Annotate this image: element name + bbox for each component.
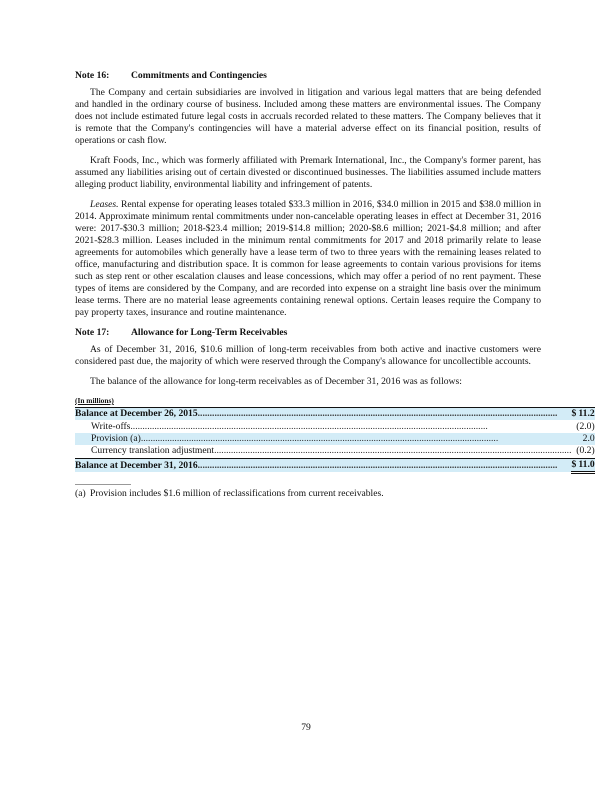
note16-paragraph-2: Kraft Foods, Inc., which was formerly affiliated with Premark International, Inc., the Company's former parent, has assumed any liabilities arising out of certain divested or discontinued businesses. The liabilities assumed include matters alleging product liability, environmental liability and infringement of patents.	[75, 155, 541, 190]
row-value: 11.0	[576, 458, 594, 472]
note16-number: Note 16:	[75, 70, 110, 81]
footnote-divider	[75, 484, 131, 485]
document-page	[75, 70, 595, 500]
note17-title: Allowance for Long-Term Receivables	[131, 327, 288, 338]
footnote-text: Provision includes $1.6 million of reclassifications from current receivables.	[90, 487, 384, 499]
note17-paragraph-1: As of December 31, 2016, $10.6 million of long-term receivables from both active and inactive customers were considered past due, the majority of which were reserved through the Company's allowance for uncollectible accounts.	[75, 344, 541, 367]
leases-subheading: Leases.	[90, 199, 119, 210]
note17-paragraph-2: The balance of the allowance for long-term receivables as of December 31, 2016 was as follows:	[90, 376, 462, 387]
note17-number: Note 17:	[75, 327, 110, 338]
footnote-mark: (a)	[75, 487, 86, 499]
row-value: 2.0	[576, 433, 594, 445]
row-label: Balance at December 31, 2016......................................................................................................................................................	[75, 458, 571, 472]
note17-heading	[75, 327, 541, 339]
row-dollar: $	[571, 408, 577, 420]
row-value: (0.2)	[576, 445, 595, 457]
table-row	[75, 408, 595, 421]
footnote	[75, 488, 541, 500]
note16-paragraph-leases	[75, 199, 541, 319]
row-label: Write-offs.....................................................................................................................................................	[91, 420, 488, 432]
table-row	[75, 445, 595, 458]
table-row	[75, 420, 595, 432]
leases-text: Rental expense for operating leases totaled $33.3 million in 2016, $34.0 million in 2015 and $38.0 million in 2014. Approximate minimum rental commitments under non-cancelable operating leases in effect at December 31, 2016 were: 2017-$30.3 million; 2018-$23.4 million; 2019-$14.8 million; 2020-$8.6 million; 2021-$4.8 million; and after 2021-$28.3 million. Leases included in the minimum rental commitments for 2017 and 2018 primarily relate to lease agreements for automobiles which generally have a lease term of two to three years with the remaining leases related to office, manufacturing and distribution space. It is common for lease agreements to contain various provisions for items such as step rent or other escalation clauses and lease concessions, which may offer a period of no rent payment. These types of items are considered by the Company, and are recorded into expense on a straight line basis over the minimum lease terms. There are no material lease agreements containing renewal options. Certain leases require the Company to pay property taxes, insurance and routine maintenance.	[75, 199, 541, 318]
row-value: (2.0)	[576, 420, 595, 432]
table-row	[75, 433, 595, 445]
note16-heading	[75, 70, 541, 82]
page-number: 79	[301, 722, 311, 733]
note16-paragraph-1: The Company and certain subsidiaries are involved in litigation and various legal matters that are being defended and handled in the ordinary course of business. Included among these matters are environmental issues. The Company does not include estimated future legal costs in accruals recorded related to these matters. The Company believes that it is remote that the Company's contingencies will have a material adverse effect on its financial position, results of operations or cash flow.	[75, 87, 541, 146]
note16-title: Commitments and Contingencies	[131, 70, 267, 81]
row-label: Currency translation adjustment.....................................................................................................................................................	[91, 445, 572, 457]
row-label: Provision (a).....................................................................................................................................................	[75, 433, 571, 445]
allowance-table	[75, 407, 595, 474]
row-dollar: $	[571, 458, 576, 472]
table-unit-label: (In millions)	[75, 396, 114, 405]
table-row	[75, 458, 595, 472]
row-label: Balance at December 26, 2015......................................................................................................................................................	[75, 408, 571, 421]
row-value: 11.2	[576, 408, 594, 421]
